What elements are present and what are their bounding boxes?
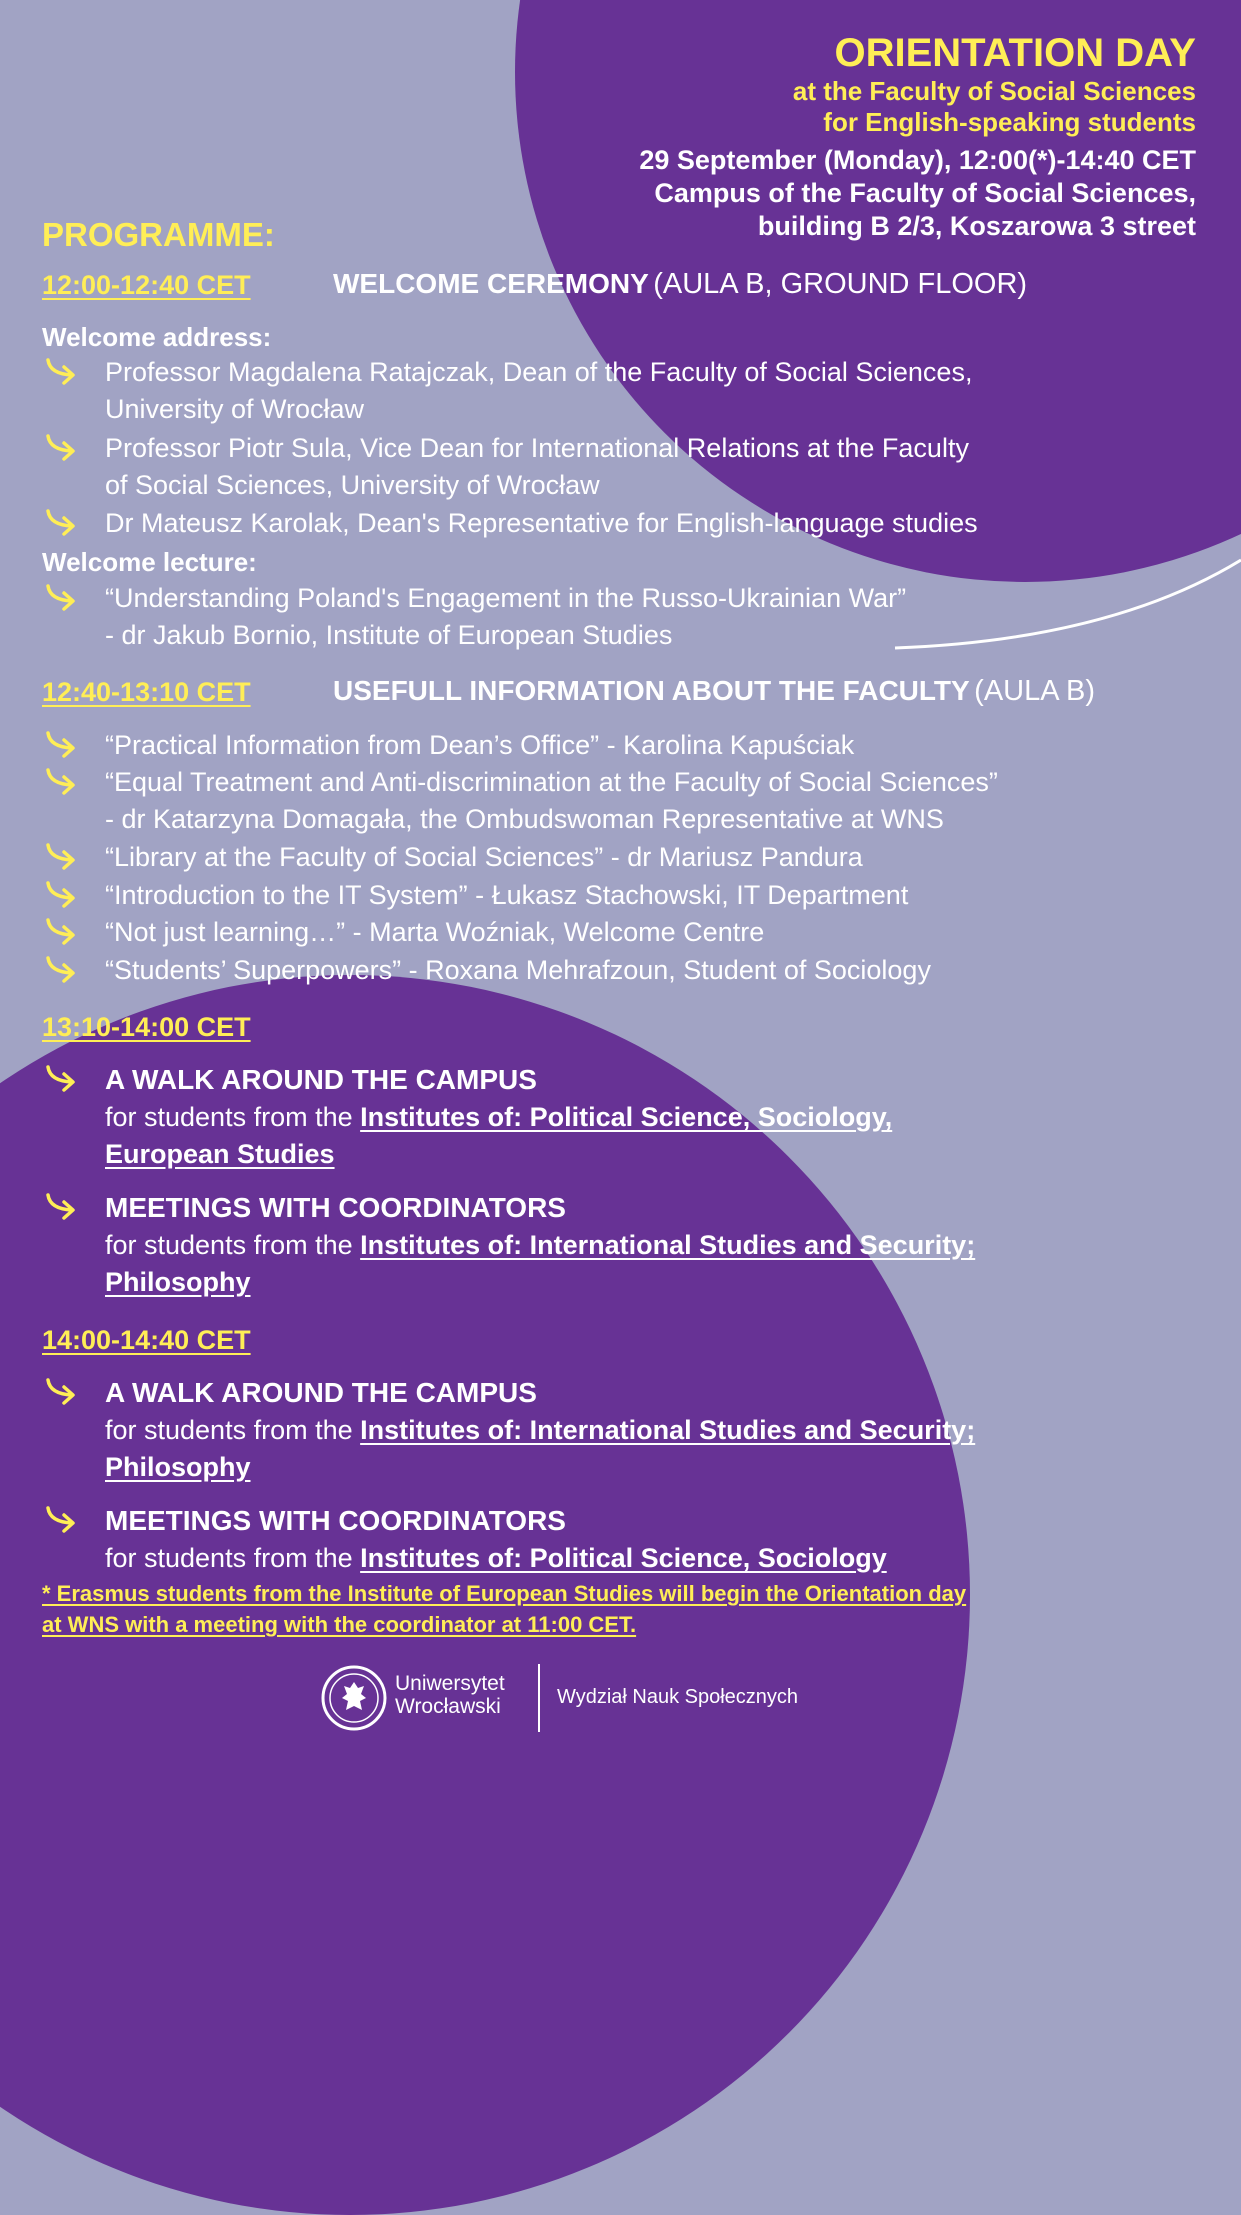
- info-talk: “Not just learning…” - Marta Woźniak, Welcome Centre: [105, 917, 765, 947]
- info-talk: “Equal Treatment and Anti-discrimination at the Faculty of Social Sciences”: [105, 767, 998, 797]
- section1-time: 12:00-12:40 CET: [42, 270, 251, 300]
- university-name: [395, 1672, 545, 1718]
- welcome-address-label: Welcome address:: [42, 322, 272, 352]
- speaker-line: University of Wrocław: [105, 394, 365, 424]
- institutes-list: Institutes of: Political Science, Sociology,: [360, 1102, 893, 1132]
- audience-prefix: for students from the: [105, 1415, 361, 1445]
- activity-audience: [105, 1540, 887, 1577]
- curved-arrow-icon: [42, 1191, 80, 1223]
- university-seal-icon: [320, 1664, 388, 1732]
- curved-arrow-icon: [42, 432, 80, 464]
- audience-prefix: for students from the: [105, 1230, 361, 1260]
- activity-title: MEETINGS WITH COORDINATORS: [105, 1505, 566, 1536]
- activity-title: A WALK AROUND THE CAMPUS: [105, 1377, 537, 1408]
- section1-heading: [333, 268, 1027, 301]
- event-date: 29 September (Monday), 12:00(*)-14:40 CET: [639, 145, 1196, 175]
- curved-arrow-icon: [42, 582, 80, 614]
- section2-title: USEFULL INFORMATION ABOUT THE FACULTY: [333, 675, 970, 706]
- event-subtitle-faculty: at the Faculty of Social Sciences: [792, 76, 1196, 106]
- curved-arrow-icon: [42, 729, 80, 761]
- section1-room: (AULA B, GROUND FLOOR): [653, 268, 1028, 300]
- info-talk: “Practical Information from Dean’s Office” - Karolina Kapuściak: [105, 730, 855, 760]
- curved-arrow-icon: [42, 766, 80, 798]
- section2-heading: [333, 675, 1095, 708]
- speaker-line: Professor Piotr Sula, Vice Dean for International Relations at the Faculty: [105, 433, 969, 463]
- lecture-speaker: - dr Jakub Bornio, Institute of European Studies: [105, 620, 673, 650]
- curved-arrow-icon: [42, 1504, 80, 1536]
- institutes-list: European Studies: [105, 1139, 335, 1169]
- activity-audience: [105, 1412, 975, 1449]
- section3-time: 13:10-14:00 CET: [42, 1012, 251, 1042]
- section4-time: 14:00-14:40 CET: [42, 1325, 251, 1355]
- institutes-list: Philosophy: [105, 1267, 251, 1297]
- university-name-line: Wrocławski: [395, 1695, 501, 1718]
- audience-prefix: for students from the: [105, 1543, 361, 1573]
- activity-title: MEETINGS WITH COORDINATORS: [105, 1192, 566, 1223]
- welcome-lecture-label: Welcome lecture:: [42, 547, 257, 577]
- programme-heading: PROGRAMME:: [42, 216, 275, 253]
- header: [639, 30, 1196, 243]
- curved-arrow-icon: [42, 841, 80, 873]
- event-subtitle-audience: for English-speaking students: [823, 107, 1196, 137]
- section2-time: 12:40-13:10 CET: [42, 677, 251, 707]
- curved-arrow-icon: [42, 1376, 80, 1408]
- footnote-line: at WNS with a meeting with the coordinator at 11:00 CET.: [42, 1612, 637, 1637]
- institutes-list: Institutes of: International Studies and Security;: [360, 1415, 976, 1445]
- curved-arrow-icon: [42, 356, 80, 388]
- event-location-line1: Campus of the Faculty of Social Sciences,: [654, 178, 1196, 208]
- section1-title: WELCOME CEREMONY: [333, 268, 649, 299]
- event-title: ORIENTATION DAY: [834, 31, 1196, 75]
- university-name-line: Uniwersytet: [395, 1672, 505, 1695]
- info-talk: “Students’ Superpowers” - Roxana Mehrafzoun, Student of Sociology: [105, 955, 931, 985]
- curved-arrow-icon: [42, 879, 80, 911]
- activity-audience: [105, 1227, 975, 1264]
- faculty-name: Wydział Nauk Społecznych: [557, 1686, 799, 1708]
- institutes-list: Philosophy: [105, 1452, 251, 1482]
- footer-divider: [538, 1664, 540, 1732]
- curved-arrow-icon: [42, 1063, 80, 1095]
- institutes-list: Institutes of: Political Science, Sociology: [360, 1543, 887, 1573]
- erasmus-footnote: [42, 1578, 966, 1640]
- info-talk: “Library at the Faculty of Social Sciences” - dr Mariusz Pandura: [105, 842, 863, 872]
- speaker-line: Dr Mateusz Karolak, Dean's Representative for English-language studies: [105, 508, 978, 538]
- speaker-line: Professor Magdalena Ratajczak, Dean of the Faculty of Social Sciences,: [105, 357, 973, 387]
- info-talk-speaker: - dr Katarzyna Domagała, the Ombudswoman Representative at WNS: [105, 804, 944, 834]
- institutes-list: Institutes of: International Studies and Security;: [360, 1230, 976, 1260]
- activity-audience: [105, 1099, 892, 1136]
- speaker-line: of Social Sciences, University of Wrocław: [105, 470, 600, 500]
- curved-arrow-icon: [42, 954, 80, 986]
- curved-arrow-icon: [42, 916, 80, 948]
- footnote-line: * Erasmus students from the Institute of European Studies will begin the Orientation day: [42, 1581, 967, 1606]
- activity-title: A WALK AROUND THE CAMPUS: [105, 1064, 537, 1095]
- info-talk: “Introduction to the IT System” - Łukasz Stachowski, IT Department: [105, 880, 909, 910]
- section2-room: (AULA B): [974, 675, 1096, 707]
- lecture-title: “Understanding Poland's Engagement in the Russo-Ukrainian War”: [105, 583, 907, 613]
- audience-prefix: for students from the: [105, 1102, 361, 1132]
- curved-arrow-icon: [42, 507, 80, 539]
- event-location-line2: building B 2/3, Koszarowa 3 street: [757, 211, 1196, 241]
